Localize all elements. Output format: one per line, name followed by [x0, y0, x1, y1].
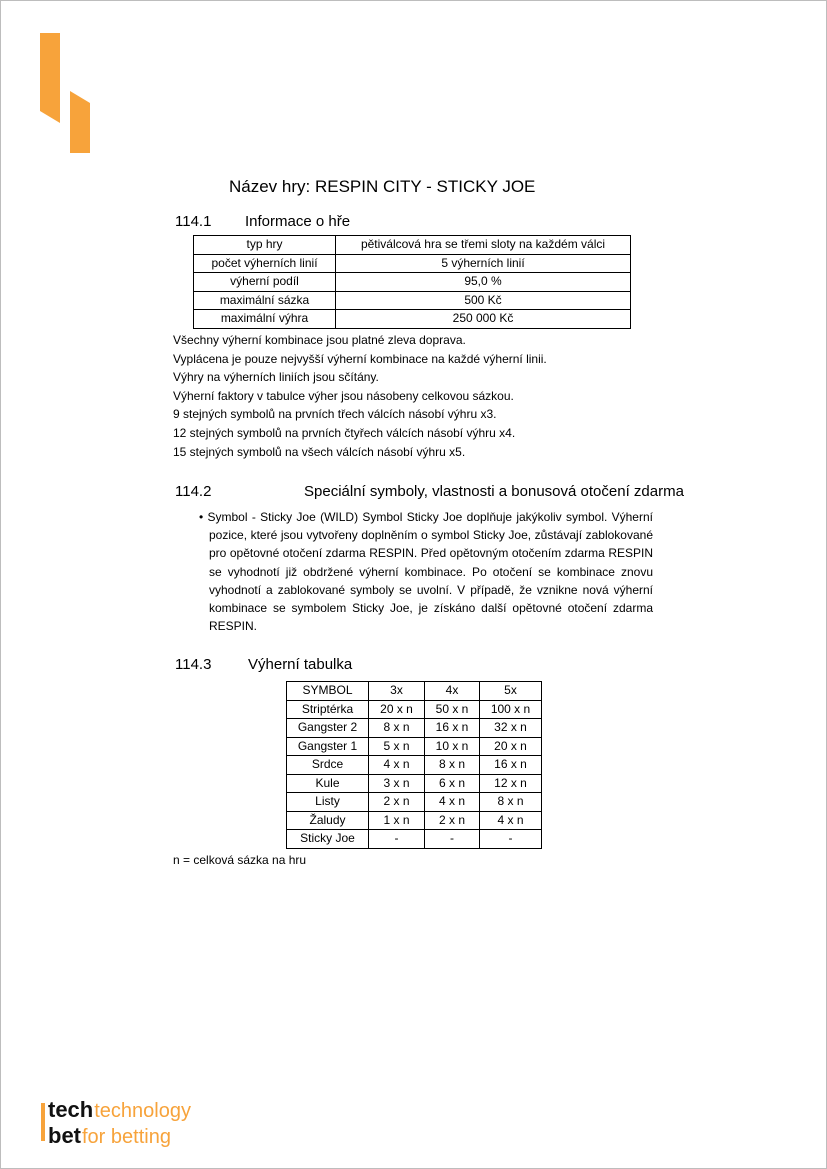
info-label: výherní podíl	[194, 273, 336, 292]
section-heading-3	[175, 656, 352, 673]
paytable-header-cell: 5x	[480, 682, 542, 701]
paytable-payout: 16 x n	[480, 756, 542, 775]
paytable-row	[287, 756, 542, 775]
paytable-row	[287, 774, 542, 793]
section-number: 114.3	[175, 656, 212, 673]
paytable-payout: 12 x n	[480, 774, 542, 793]
rule-line: Výherní faktory v tabulce výher jsou násobeny celkovou sázkou.	[173, 388, 514, 403]
rules-list	[173, 331, 547, 461]
info-value: 5 výherních linií	[336, 254, 631, 273]
info-value: 95,0 %	[336, 273, 631, 292]
paytable-payout: 20 x n	[369, 700, 425, 719]
paytable-payout: 4 x n	[369, 756, 425, 775]
section-title: Speciální symboly, vlastnosti a bonusová otočení zdarma	[304, 483, 684, 500]
info-row	[194, 291, 631, 310]
special-symbols-text	[193, 508, 653, 635]
paytable-symbol: Gangster 2	[287, 719, 369, 738]
paytable-payout: 4 x n	[425, 793, 480, 812]
paytable-row	[287, 830, 542, 849]
rule-line: Všechny výherní kombinace jsou platné zleva doprava.	[173, 333, 466, 347]
paytable-payout: 8 x n	[480, 793, 542, 812]
paytable	[286, 681, 542, 849]
rule-line: 12 stejných symbolů na prvních čtyřech válcích násobí výhru x4.	[173, 425, 516, 440]
sticky-joe-description: • Symbol - Sticky Joe (WILD) Symbol Sticky Joe doplňuje jakýkoliv symbol. Výherní pozice, které jsou vytvořeny doplněním o symbol Sticky Joe, zůstávají zablokované pro opětovné otočení zdarma RESPIN. Před opětovným otočením zdarma RESPIN se vyhodnotí již obdržené výherní kombinace. Po otočení se kombinace znovu vyhodnotí a zablokované symboly se uvolní. V případě, že vznikne nová výherní kombinace se symbolem Sticky Joe, je získáno další opětovné otočení zdarma RESPIN.	[199, 510, 653, 634]
section-heading-1	[175, 213, 350, 230]
paytable-header-cell: SYMBOL	[287, 682, 369, 701]
info-row	[194, 236, 631, 255]
paytable-header-cell: 3x	[369, 682, 425, 701]
paytable-payout: -	[425, 830, 480, 849]
logo-word-bet: bet	[48, 1123, 81, 1148]
paytable-symbol: Striptérka	[287, 700, 369, 719]
section-title: Informace o hře	[245, 213, 351, 230]
info-row	[194, 254, 631, 273]
paytable-payout: 4 x n	[480, 811, 542, 830]
paytable-payout: -	[369, 830, 425, 849]
section-heading-2	[175, 483, 684, 500]
info-value: pětiválcová hra se třemi sloty na každém válci	[336, 236, 631, 255]
paytable-header-row	[287, 682, 542, 701]
info-value: 250 000 Kč	[336, 310, 631, 329]
paytable-payout: 10 x n	[425, 737, 480, 756]
rule-line: 15 stejných symbolů na všech válcích násobí výhru x5.	[173, 444, 466, 459]
paytable-payout: 2 x n	[425, 811, 480, 830]
paytable-symbol: Sticky Joe	[287, 830, 369, 849]
paytable-row	[287, 719, 542, 738]
paytable-row	[287, 700, 542, 719]
logo-bar-icon	[41, 1103, 45, 1141]
page-title: Název hry: RESPIN CITY - STICKY JOE	[229, 177, 536, 196]
paytable-payout: 6 x n	[425, 774, 480, 793]
paytable-payout: 50 x n	[425, 700, 480, 719]
logo-word-technology: technology	[94, 1100, 191, 1122]
paytable-payout: 5 x n	[369, 737, 425, 756]
paytable-header-cell: 4x	[425, 682, 480, 701]
paytable-symbol: Listy	[287, 793, 369, 812]
paytable-payout: 100 x n	[480, 700, 542, 719]
paytable-payout: -	[480, 830, 542, 849]
info-label: maximální výhra	[194, 310, 336, 329]
paytable-payout: 3 x n	[369, 774, 425, 793]
game-info-table	[193, 235, 631, 329]
section-number: 114.2	[175, 483, 212, 500]
paytable-symbol: Srdce	[287, 756, 369, 775]
paytable-payout: 20 x n	[480, 737, 542, 756]
info-value: 500 Kč	[336, 291, 631, 310]
paytable-payout: 16 x n	[425, 719, 480, 738]
info-label: počet výherních linií	[194, 254, 336, 273]
section-title: Výherní tabulka	[248, 656, 353, 673]
paytable-payout: 8 x n	[425, 756, 480, 775]
logo-word-tech: tech	[48, 1097, 94, 1122]
logo-word-for-betting: for betting	[82, 1126, 171, 1148]
info-label: maximální sázka	[194, 291, 336, 310]
rule-line: 9 stejných symbolů na prvních třech válcích násobí výhru x3.	[173, 407, 497, 422]
info-row	[194, 273, 631, 292]
rule-line: Výhry na výherních liniích jsou sčítány.	[173, 370, 379, 385]
paytable-symbol: Gangster 1	[287, 737, 369, 756]
paytable-payout: 1 x n	[369, 811, 425, 830]
paytable-payout: 8 x n	[369, 719, 425, 738]
techbet-logo	[41, 1098, 191, 1150]
paytable-payout: 2 x n	[369, 793, 425, 812]
info-row	[194, 310, 631, 329]
rule-line: Vyplácena je pouze nejvyšší výherní kombinace na každé výherní linii.	[173, 351, 547, 366]
section-number: 114.1	[175, 213, 212, 230]
paytable-row	[287, 737, 542, 756]
paytable-symbol: Kule	[287, 774, 369, 793]
paytable-note: n = celková sázka na hru	[173, 853, 307, 867]
paytable-row	[287, 793, 542, 812]
paytable-symbol: Žaludy	[287, 811, 369, 830]
techbet-mark-icon	[40, 33, 92, 155]
info-label: typ hry	[194, 236, 336, 255]
paytable-payout: 32 x n	[480, 719, 542, 738]
paytable-row	[287, 811, 542, 830]
